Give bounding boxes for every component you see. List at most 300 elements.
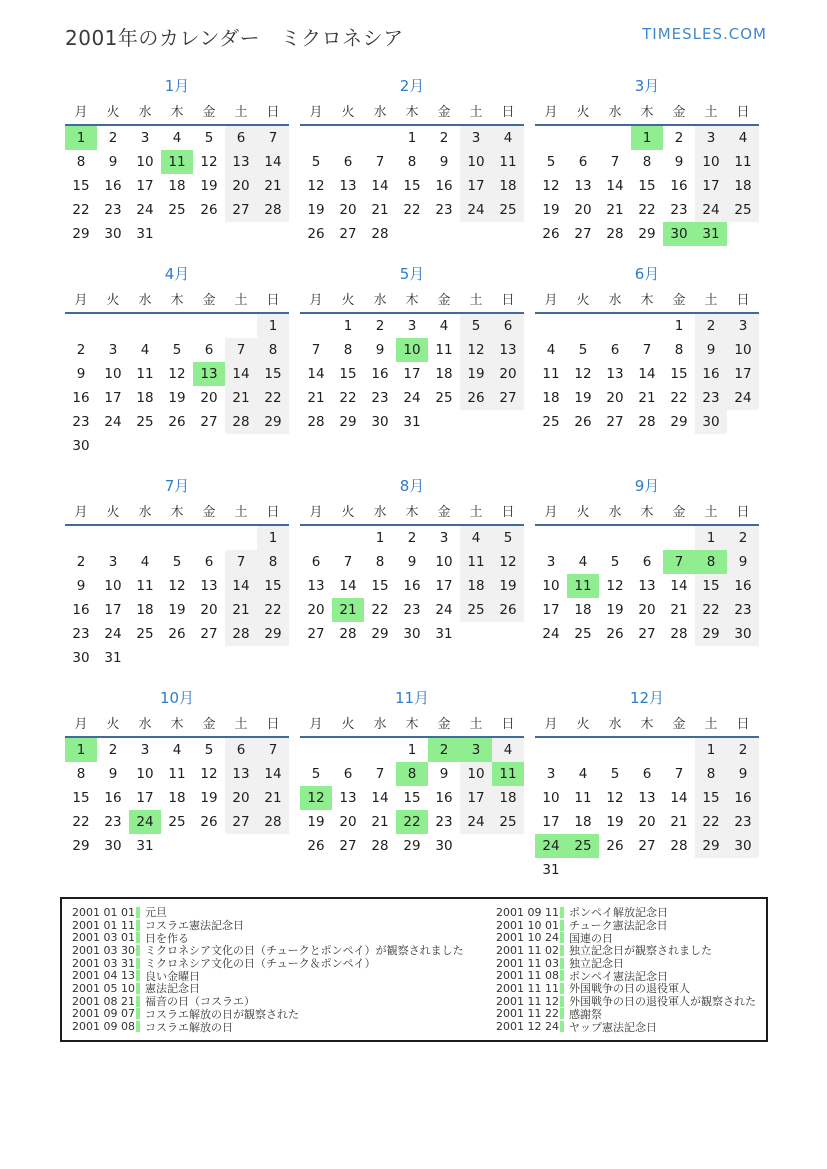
day-cell: 7	[375, 766, 385, 782]
day-cell: 15	[638, 178, 656, 194]
holiday-date: 2001 01 01	[72, 905, 135, 919]
day-cell: 3	[140, 742, 150, 758]
day-cell: 1	[257, 526, 289, 550]
day-cell: 22	[72, 814, 90, 830]
day-cell: 7	[311, 342, 321, 358]
week-row	[300, 598, 524, 622]
week-row	[65, 810, 289, 834]
day-cell: 5	[172, 342, 182, 358]
day-cell	[428, 222, 460, 246]
weekday-label: 土	[704, 293, 718, 308]
day-cell: 11	[168, 766, 186, 782]
holiday-marker-icon	[136, 958, 140, 969]
day-cell: 29	[257, 622, 289, 646]
day-cell	[225, 834, 257, 858]
day-cell: 21	[225, 386, 257, 410]
weekday-label: 水	[608, 293, 622, 308]
day-cell: 3	[695, 126, 727, 150]
day-cell: 5	[311, 766, 321, 782]
day-cell: 25	[435, 390, 453, 406]
day-cell: 21	[371, 814, 389, 830]
day-cell: 26	[307, 838, 325, 854]
day-cell: 20	[492, 362, 524, 386]
holiday-column-left	[72, 906, 496, 1033]
weekday-label: 火	[341, 717, 355, 732]
week-row	[535, 598, 759, 622]
day-cell	[161, 646, 193, 670]
day-cell: 10	[727, 338, 759, 362]
holiday-date: 2001 03 01	[72, 931, 135, 945]
day-cell: 31	[136, 838, 154, 854]
day-cell: 23	[727, 810, 759, 834]
day-cell: 24	[695, 198, 727, 222]
weekday-label: 土	[469, 505, 483, 520]
day-cell: 27	[606, 414, 624, 430]
weekday-label: 水	[138, 717, 152, 732]
weekday-label: 日	[736, 717, 750, 732]
day-cell: 12	[574, 366, 592, 382]
day-cell: 16	[670, 178, 688, 194]
day-cell	[364, 126, 396, 150]
weekday-header-row	[300, 289, 524, 314]
holiday-date: 2001 03 31	[72, 956, 135, 970]
day-cell: 12	[542, 178, 560, 194]
holiday-name: 良い金曜日	[144, 969, 200, 983]
day-cell	[129, 526, 161, 550]
site-logo[interactable]: TIMESLES.COM	[642, 25, 767, 43]
day-cell: 13	[492, 338, 524, 362]
day-cell: 11	[136, 366, 154, 382]
day-cell-holiday: 7	[663, 550, 695, 574]
day-cell	[300, 526, 332, 550]
day-cell: 15	[72, 790, 90, 806]
day-cell	[97, 314, 129, 338]
day-cell: 26	[168, 414, 186, 430]
day-cell: 29	[72, 226, 90, 242]
day-cell	[161, 834, 193, 858]
day-cell	[599, 126, 631, 150]
day-cell: 17	[403, 366, 421, 382]
day-cell: 1	[407, 742, 417, 758]
day-cell: 14	[339, 578, 357, 594]
weekday-header-row	[300, 101, 524, 126]
day-cell: 1	[343, 318, 353, 334]
week-row	[300, 834, 524, 858]
day-cell	[332, 738, 364, 762]
day-cell: 8	[257, 550, 289, 574]
day-cell: 1	[695, 526, 727, 550]
day-cell	[535, 738, 567, 762]
day-cell	[161, 222, 193, 246]
day-cell: 28	[638, 414, 656, 430]
day-cell: 11	[574, 790, 592, 806]
month-block	[65, 687, 289, 858]
day-cell: 29	[695, 834, 727, 858]
day-cell: 27	[492, 386, 524, 410]
day-cell	[492, 622, 524, 646]
week-row	[65, 526, 289, 550]
week-row	[300, 574, 524, 598]
week-row	[65, 386, 289, 410]
day-cell: 4	[727, 126, 759, 150]
day-cell: 16	[72, 602, 90, 618]
day-cell: 22	[403, 202, 421, 218]
day-cell: 25	[136, 626, 154, 642]
day-cell: 23	[435, 814, 453, 830]
weekday-label: 月	[74, 717, 88, 732]
holiday-name: ポンペイ憲法記念日	[569, 969, 668, 983]
weekday-label: 金	[202, 105, 216, 120]
day-cell	[727, 410, 759, 434]
day-cell: 28	[606, 226, 624, 242]
day-cell: 16	[695, 362, 727, 386]
day-cell: 12	[200, 766, 218, 782]
holiday-marker-icon	[136, 1021, 140, 1032]
weekday-label: 木	[170, 717, 184, 732]
week-row	[65, 338, 289, 362]
week-row	[535, 550, 759, 574]
weekday-label: 木	[640, 105, 654, 120]
holiday-date: 2001 09 08	[72, 1020, 135, 1034]
day-cell: 23	[104, 202, 122, 218]
week-row	[535, 762, 759, 786]
holiday-marker-icon	[560, 1008, 564, 1019]
day-cell	[460, 622, 492, 646]
day-cell: 31	[136, 226, 154, 242]
day-cell	[535, 314, 567, 338]
day-cell: 25	[492, 810, 524, 834]
day-cell	[727, 222, 759, 246]
day-cell-holiday: 11	[567, 574, 599, 598]
weekday-label: 木	[405, 505, 419, 520]
month-block	[535, 687, 759, 882]
day-cell: 26	[200, 202, 218, 218]
day-cell: 29	[72, 838, 90, 854]
day-cell: 14	[606, 178, 624, 194]
holiday-entry	[496, 919, 756, 932]
week-row	[300, 550, 524, 574]
weekday-label: 木	[640, 293, 654, 308]
day-cell: 5	[610, 554, 620, 570]
day-cell: 7	[225, 338, 257, 362]
holiday-name: コスラエ憲法記念日	[144, 919, 244, 933]
day-cell: 26	[574, 414, 592, 430]
holiday-entry	[72, 906, 496, 919]
day-cell: 30	[695, 410, 727, 434]
day-cell: 2	[674, 130, 684, 146]
holiday-entry	[496, 944, 756, 957]
holiday-entry	[496, 995, 756, 1008]
month-title: 4月	[164, 265, 190, 283]
day-cell: 9	[695, 338, 727, 362]
day-cell	[193, 646, 225, 670]
weekday-label: 日	[266, 717, 280, 732]
holiday-marker-icon	[560, 1021, 564, 1032]
day-cell: 26	[460, 386, 492, 410]
week-row	[535, 222, 759, 246]
week-row	[535, 810, 759, 834]
week-row	[300, 222, 524, 246]
day-cell	[300, 126, 332, 150]
day-cell	[225, 526, 257, 550]
day-cell: 27	[638, 838, 656, 854]
month-block	[300, 687, 524, 858]
day-cell: 24	[104, 626, 122, 642]
day-cell: 10	[136, 766, 154, 782]
week-row	[300, 786, 524, 810]
day-cell: 26	[168, 626, 186, 642]
day-cell: 17	[136, 790, 154, 806]
weekday-label: 火	[576, 293, 590, 308]
day-cell: 31	[435, 626, 453, 642]
week-row	[65, 646, 289, 670]
weekday-header-row	[300, 713, 524, 738]
day-cell: 21	[638, 390, 656, 406]
holiday-date: 2001 01 11	[72, 918, 135, 932]
day-cell: 7	[343, 554, 353, 570]
week-row	[535, 622, 759, 646]
day-cell: 15	[371, 578, 389, 594]
month-title: 5月	[399, 265, 425, 283]
day-cell: 30	[727, 834, 759, 858]
day-cell: 22	[371, 602, 389, 618]
weekday-label: 金	[437, 505, 451, 520]
day-cell-holiday: 30	[663, 222, 695, 246]
day-cell: 4	[492, 126, 524, 150]
day-cell: 20	[307, 602, 325, 618]
holiday-name: 独立記念日	[569, 957, 624, 971]
week-row	[300, 314, 524, 338]
month-title: 6月	[634, 265, 660, 283]
month-block	[300, 75, 524, 246]
day-cell-holiday: 22	[396, 810, 428, 834]
day-cell: 23	[371, 390, 389, 406]
day-cell: 19	[606, 814, 624, 830]
day-cell: 28	[225, 622, 257, 646]
day-cell: 9	[375, 342, 385, 358]
month-title: 9月	[634, 477, 660, 495]
day-cell: 4	[439, 318, 449, 334]
day-cell: 2	[76, 554, 86, 570]
day-cell: 13	[200, 578, 218, 594]
month-title: 11月	[394, 689, 430, 707]
week-row	[65, 574, 289, 598]
weekday-label: 土	[469, 105, 483, 120]
day-cell: 22	[695, 810, 727, 834]
day-cell: 26	[307, 226, 325, 242]
day-cell: 20	[200, 390, 218, 406]
month-title: 8月	[399, 477, 425, 495]
weekday-label: 木	[405, 717, 419, 732]
week-row	[535, 834, 759, 858]
weekday-label: 水	[373, 505, 387, 520]
day-cell: 26	[606, 626, 624, 642]
day-cell	[257, 834, 289, 858]
weekday-label: 日	[501, 717, 515, 732]
month-block	[535, 75, 759, 246]
day-cell: 21	[307, 390, 325, 406]
day-cell: 14	[225, 574, 257, 598]
day-cell: 11	[435, 342, 453, 358]
day-cell: 4	[140, 342, 150, 358]
day-cell	[567, 526, 599, 550]
day-cell: 29	[403, 838, 421, 854]
week-row	[535, 410, 759, 434]
week-row	[65, 150, 289, 174]
day-cell	[193, 834, 225, 858]
weekday-header-row	[65, 501, 289, 526]
weekday-label: 月	[544, 293, 558, 308]
day-cell: 13	[307, 578, 325, 594]
day-cell: 5	[311, 154, 321, 170]
day-cell: 19	[200, 178, 218, 194]
day-cell	[567, 858, 599, 882]
day-cell	[193, 314, 225, 338]
day-cell: 15	[257, 574, 289, 598]
day-cell: 2	[108, 742, 118, 758]
day-cell: 18	[168, 178, 186, 194]
holiday-name: ポンペイ解放記念日	[569, 906, 668, 920]
week-row	[65, 550, 289, 574]
day-cell: 7	[257, 738, 289, 762]
day-cell: 18	[727, 174, 759, 198]
weekday-label: 水	[373, 293, 387, 308]
weekday-label: 金	[202, 293, 216, 308]
holiday-date: 2001 04 13	[72, 969, 135, 983]
weekday-label: 水	[373, 105, 387, 120]
day-cell: 4	[172, 742, 182, 758]
holiday-entry	[72, 969, 496, 982]
day-cell	[300, 314, 332, 338]
day-cell: 2	[76, 342, 86, 358]
day-cell: 14	[670, 790, 688, 806]
day-cell: 30	[104, 226, 122, 242]
week-row	[65, 126, 289, 150]
day-cell	[193, 434, 225, 458]
day-cell: 25	[168, 814, 186, 830]
day-cell: 10	[542, 578, 560, 594]
holiday-marker-icon	[560, 920, 564, 931]
holiday-marker-icon	[560, 907, 564, 918]
month-title: 10月	[159, 689, 195, 707]
weekday-label: 日	[736, 293, 750, 308]
day-cell	[65, 526, 97, 550]
day-cell: 1	[674, 318, 684, 334]
day-cell: 3	[460, 126, 492, 150]
day-cell: 19	[200, 790, 218, 806]
day-cell: 24	[403, 390, 421, 406]
holiday-entry	[72, 919, 496, 932]
day-cell: 21	[670, 602, 688, 618]
weekday-label: 月	[309, 105, 323, 120]
day-cell: 15	[403, 178, 421, 194]
weekday-label: 水	[138, 105, 152, 120]
holiday-date: 2001 11 12	[496, 994, 559, 1008]
weekday-label: 土	[704, 105, 718, 120]
day-cell: 11	[492, 150, 524, 174]
day-cell: 9	[439, 154, 449, 170]
week-row	[65, 622, 289, 646]
day-cell: 20	[638, 602, 656, 618]
weekday-label: 月	[74, 105, 88, 120]
day-cell: 28	[670, 626, 688, 642]
day-cell: 24	[542, 626, 560, 642]
month-title: 12月	[629, 689, 665, 707]
weekday-label: 日	[736, 505, 750, 520]
week-row	[65, 198, 289, 222]
day-cell: 12	[606, 790, 624, 806]
holiday-name: ミクロネシア文化の日（チュークとポンペイ）が観察されました	[144, 944, 464, 958]
day-cell: 27	[339, 838, 357, 854]
weekday-label: 木	[170, 105, 184, 120]
day-cell: 31	[104, 650, 122, 666]
day-cell: 23	[670, 202, 688, 218]
month-title: 7月	[164, 477, 190, 495]
day-cell: 27	[574, 226, 592, 242]
day-cell: 6	[311, 554, 321, 570]
day-cell: 22	[695, 598, 727, 622]
day-cell: 5	[610, 766, 620, 782]
day-cell: 24	[136, 202, 154, 218]
holiday-marker-icon	[136, 932, 140, 943]
day-cell: 11	[727, 150, 759, 174]
holiday-name: 外国戦争の日の退役軍人	[569, 982, 690, 996]
day-cell: 24	[104, 414, 122, 430]
day-cell	[727, 858, 759, 882]
day-cell: 16	[435, 178, 453, 194]
day-cell: 22	[339, 390, 357, 406]
holiday-name: 憲法記念日	[144, 982, 200, 996]
holiday-marker-icon	[136, 1008, 140, 1019]
day-cell	[567, 738, 599, 762]
day-cell: 6	[492, 314, 524, 338]
day-cell: 5	[460, 314, 492, 338]
week-row	[535, 338, 759, 362]
day-cell: 21	[371, 202, 389, 218]
weekday-label: 金	[437, 293, 451, 308]
day-cell: 10	[460, 762, 492, 786]
week-row	[65, 410, 289, 434]
day-cell	[193, 222, 225, 246]
weekday-header-row	[535, 101, 759, 126]
month-block	[300, 263, 524, 434]
day-cell: 19	[492, 574, 524, 598]
day-cell	[460, 222, 492, 246]
day-cell: 4	[546, 342, 556, 358]
day-cell: 5	[546, 154, 556, 170]
weekday-label: 火	[341, 105, 355, 120]
weekday-label: 月	[544, 105, 558, 120]
day-cell: 8	[76, 154, 86, 170]
day-cell: 5	[578, 342, 588, 358]
weekday-label: 火	[576, 505, 590, 520]
day-cell	[97, 434, 129, 458]
week-row	[535, 198, 759, 222]
day-cell	[225, 222, 257, 246]
day-cell: 5	[172, 554, 182, 570]
weekday-label: 土	[704, 505, 718, 520]
day-cell: 14	[257, 150, 289, 174]
day-cell: 2	[407, 530, 417, 546]
day-cell	[161, 526, 193, 550]
day-cell: 16	[72, 390, 90, 406]
week-row	[535, 386, 759, 410]
holiday-date: 2001 11 11	[496, 981, 559, 995]
weekday-label: 金	[672, 105, 686, 120]
day-cell: 17	[460, 174, 492, 198]
day-cell: 15	[670, 366, 688, 382]
day-cell: 7	[257, 126, 289, 150]
